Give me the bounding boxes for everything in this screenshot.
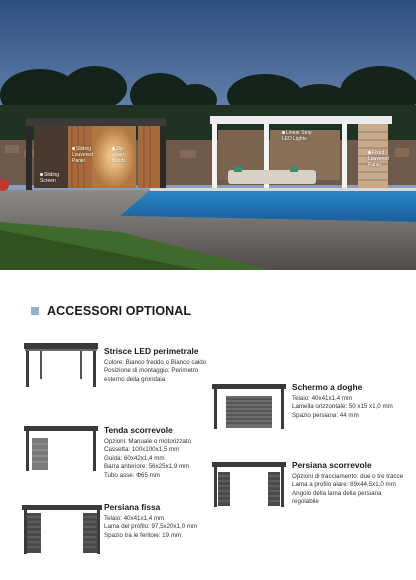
section-header — [31, 304, 191, 318]
accessory-line: regolabile — [292, 498, 319, 506]
accessory-title: Persiana fissa — [104, 502, 161, 512]
section-square-icon — [31, 307, 39, 315]
photo-label-linear: Linear Strip LED Lights — [282, 130, 312, 142]
marker-dot-icon — [368, 151, 371, 154]
accessory-line: Guida: 60x42x1,4 mm — [104, 454, 165, 462]
accessory-line: Barra anteriore: 56x25x1,9 mm — [104, 463, 190, 471]
accessory-line: Lamella orizzontale: 50 x15 x1,0 mm — [292, 403, 393, 411]
fixed-shutter-thumbnail — [22, 505, 102, 555]
accessory-line: Lama a profilo alare: 89x44,5x1,0 mm — [292, 481, 396, 489]
accessory-title: Tenda scorrevole — [104, 425, 173, 435]
marker-dot-icon — [72, 147, 75, 150]
marker-dot-icon — [282, 131, 285, 134]
photo-label-sliding: Sliding Louvered Panel — [72, 146, 93, 164]
accessory-line: Spazio persiana: 44 mm — [292, 411, 359, 419]
accessory-line: Lama del profilo: 97,5x20x1,0 mm — [104, 523, 198, 531]
accessory-persiana-scorrevole — [292, 460, 414, 507]
section-title: ACCESSORI OPTIONAL — [47, 304, 192, 318]
accessory-led — [104, 346, 224, 384]
marker-dot-icon — [112, 147, 115, 150]
accessory-line: Opzioni di tracciamento: due o tre tracce — [292, 473, 404, 480]
photo-label-zip: Zip-down Blinds — [112, 146, 126, 164]
accessory-line: Cassetta: 100x100x1,5 mm — [104, 446, 180, 454]
accessory-line: esterno della grondaia — [104, 375, 166, 383]
accessory-doghe — [292, 382, 414, 420]
accessory-line: Angolo della lama della persiana — [292, 489, 382, 497]
accessory-line: Telaio: 40x41x1,4 mm — [104, 515, 165, 522]
photo-label-fixed: Fixed Louvered Panel — [368, 150, 389, 168]
accessory-persiana-fissa — [104, 502, 224, 540]
led-pergola-thumbnail — [24, 343, 98, 389]
slat-screen-thumbnail — [212, 384, 286, 430]
accessory-line: Tubo asse: Φ65 mm — [104, 471, 160, 479]
accessory-title: Persiana scorrevole — [292, 460, 372, 470]
accessory-tenda — [104, 425, 224, 480]
accessory-line: Posizione di montaggio: Perimetro — [104, 367, 199, 375]
accessory-line: Colore: Bianco freddo o Bianco caldo — [104, 359, 207, 366]
marker-dot-icon — [40, 173, 43, 176]
photo-label-screen: Sliding Screen — [40, 172, 60, 184]
pergola-night-scene — [0, 0, 416, 270]
accessory-title: Schermo a doghe — [292, 382, 363, 392]
sliding-curtain-thumbnail — [24, 426, 98, 472]
accessory-line: Telaio: 40x41x1,4 mm — [292, 395, 353, 402]
accessory-line: Opzioni: Manuale o motorizzato — [104, 438, 192, 445]
accessory-line: Spazio tra le feritoie: 19 mm — [104, 531, 182, 539]
hero-photo — [0, 0, 416, 270]
accessory-title: Strisce LED perimetrale — [104, 346, 199, 356]
